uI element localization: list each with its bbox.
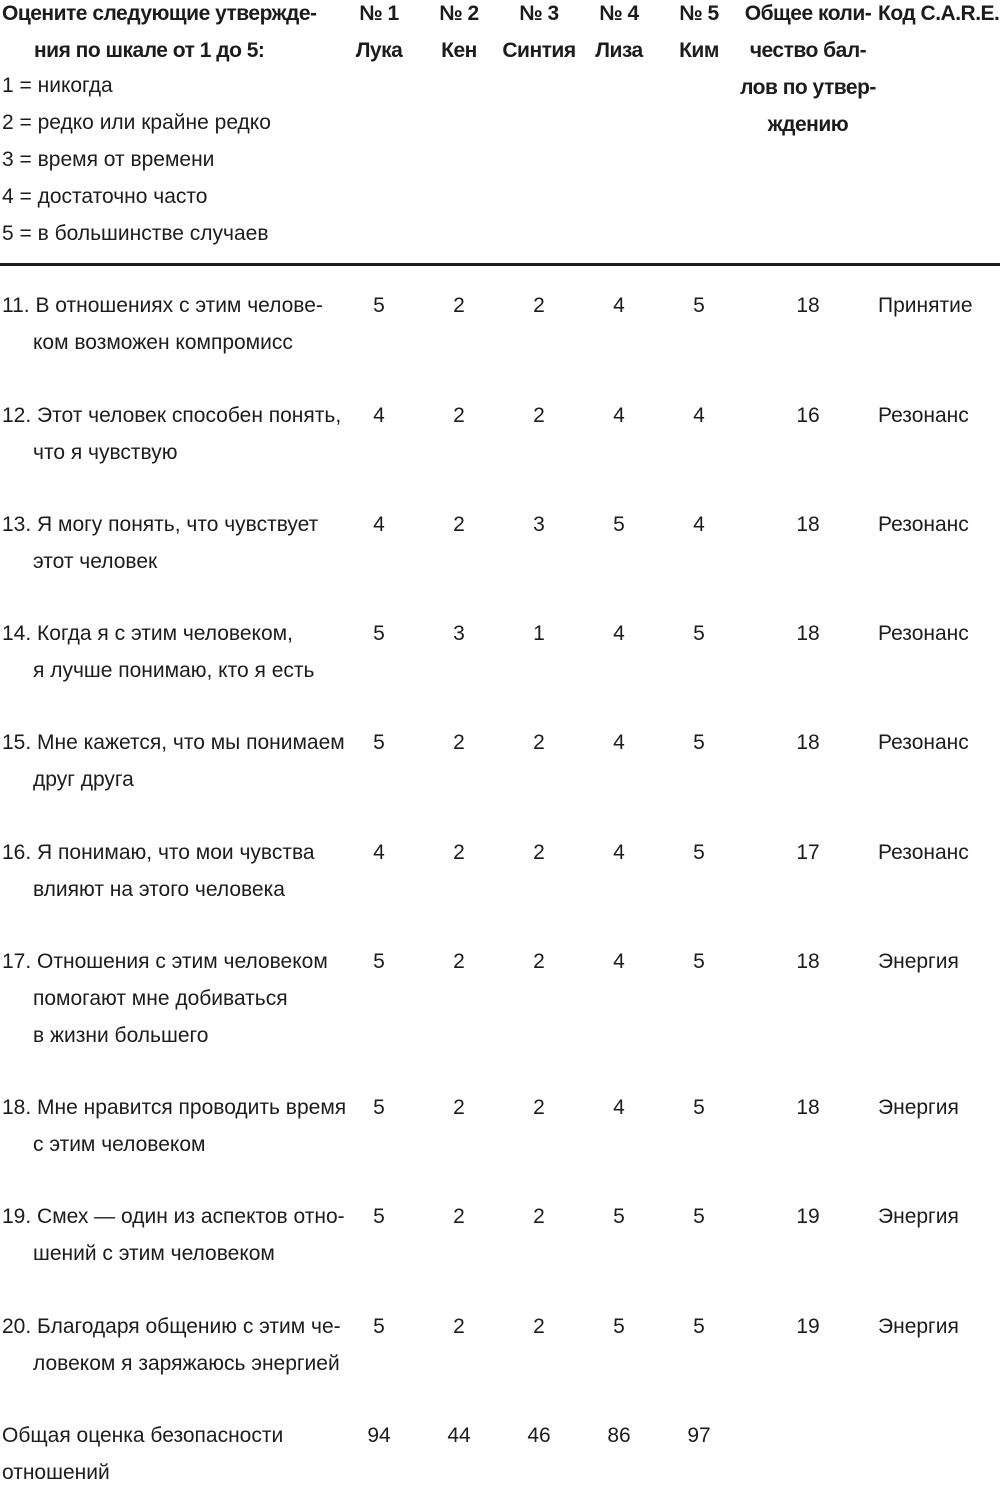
statement — [2, 506, 347, 580]
score-cell: 5 — [693, 1205, 705, 1228]
total-cell: 16 — [796, 404, 820, 427]
statement-line: ком возможен компромисс — [33, 331, 293, 354]
statement-line: 20. Благодаря общению с этим че- — [2, 1315, 341, 1338]
score-cell: 5 — [373, 1096, 385, 1119]
person-name: Синтия — [502, 39, 576, 62]
score-cell: 4 — [693, 404, 705, 427]
score-cell: 2 — [453, 1315, 465, 1338]
statement — [2, 834, 347, 908]
header-statement-line: Оцените следующие утвержде- — [2, 2, 317, 25]
header-person-4 — [579, 0, 659, 69]
person-name: Лиза — [595, 39, 643, 62]
score-cell: 2 — [533, 1096, 545, 1119]
header-statement — [2, 0, 342, 69]
score-cell: 2 — [453, 1096, 465, 1119]
person-number: № 4 — [599, 2, 639, 25]
statement-line: 14. Когда я с этим человеком, — [2, 622, 293, 645]
safety-total-cell: 44 — [447, 1424, 471, 1447]
safety-total-cell: 97 — [687, 1424, 711, 1447]
total-cell: 19 — [796, 1315, 820, 1338]
header-person-1 — [339, 0, 419, 69]
statement-line: 16. Я понимаю, что мои чувства — [2, 841, 315, 864]
scale-item: 5 = в большинстве случаев — [2, 222, 269, 245]
score-cell: 5 — [693, 1315, 705, 1338]
total-cell: 18 — [796, 294, 820, 317]
score-cell: 2 — [533, 731, 545, 754]
total-cell: 18 — [796, 1096, 820, 1119]
score-cell: 3 — [533, 513, 545, 536]
header-total — [738, 0, 878, 143]
total-cell: 18 — [796, 731, 820, 754]
score-cell: 5 — [373, 1205, 385, 1228]
score-cell: 5 — [373, 1315, 385, 1338]
score-cell: 4 — [373, 513, 385, 536]
score-cell: 5 — [693, 1096, 705, 1119]
total-cell: 18 — [796, 622, 820, 645]
score-cell: 3 — [453, 622, 465, 645]
score-cell: 2 — [533, 1315, 545, 1338]
statement-line: я лучше понимаю, кто я есть — [33, 659, 315, 682]
safety-total-cell: 86 — [607, 1424, 631, 1447]
score-cell: 2 — [533, 841, 545, 864]
score-cell: 5 — [373, 950, 385, 973]
person-name: Ким — [679, 39, 719, 62]
score-cell: 5 — [693, 294, 705, 317]
header-total-line: Общее коли- — [744, 2, 872, 25]
score-cell: 4 — [613, 1096, 625, 1119]
header-person-3 — [499, 0, 579, 69]
statement-line: 17. Отношения с этим человеком — [2, 950, 328, 973]
scale-item: 2 = редко или крайне редко — [2, 111, 271, 134]
score-cell: 5 — [613, 513, 625, 536]
score-cell: 5 — [693, 950, 705, 973]
score-cell: 5 — [613, 1205, 625, 1228]
statement-line: в жизни большего — [33, 1024, 209, 1047]
safety-total-label-line: отношений — [2, 1461, 110, 1484]
header-care-code: Код C.A.R.E. — [878, 2, 1000, 25]
scale-legend — [2, 67, 271, 252]
statement-line: 13. Я могу понять, что чувствует — [2, 513, 319, 536]
statement-line: 19. Смех — один из аспектов отно- — [2, 1205, 345, 1228]
statement-line: что я чувствую — [33, 441, 178, 464]
score-cell: 5 — [373, 622, 385, 645]
score-cell: 2 — [533, 404, 545, 427]
statement — [2, 724, 347, 798]
header-person-2 — [419, 0, 499, 69]
person-number: № 3 — [519, 2, 559, 25]
score-cell: 4 — [613, 731, 625, 754]
care-code-cell: Принятие — [878, 294, 973, 317]
scale-item: 1 = никогда — [2, 74, 113, 97]
header-total-line: ждению — [767, 113, 849, 136]
score-cell: 1 — [533, 622, 545, 645]
scale-item: 4 = достаточно часто — [2, 185, 208, 208]
statement — [2, 1308, 347, 1382]
safety-total-cell: 46 — [527, 1424, 551, 1447]
statement-line: 15. Мне кажется, что мы понимаем — [2, 731, 345, 754]
care-code-cell: Энергия — [878, 950, 959, 973]
score-cell: 4 — [613, 294, 625, 317]
statement-line: друг друга — [33, 768, 134, 791]
statement-line: ловеком я заряжаюсь энергией — [33, 1352, 340, 1375]
statement — [2, 1198, 347, 1272]
score-cell: 2 — [533, 294, 545, 317]
header-total-line: чество бал- — [749, 39, 867, 62]
statement-line: 11. В отношениях с этим челове- — [2, 294, 323, 317]
statement — [2, 615, 347, 689]
statement — [2, 1089, 347, 1163]
score-cell: 2 — [533, 1205, 545, 1228]
statement-line: помогают мне добиваться — [33, 987, 288, 1010]
score-cell: 5 — [613, 1315, 625, 1338]
score-cell: 2 — [453, 841, 465, 864]
care-code-cell: Резонанс — [878, 404, 969, 427]
care-code-cell: Энергия — [878, 1315, 959, 1338]
score-cell: 4 — [613, 404, 625, 427]
statement-line: шений с этим человеком — [33, 1242, 275, 1265]
score-cell: 4 — [373, 404, 385, 427]
header-person-5 — [659, 0, 739, 69]
header-statement-line: ния по шкале от 1 до 5: — [34, 39, 265, 62]
score-cell: 4 — [373, 841, 385, 864]
score-cell: 4 — [613, 841, 625, 864]
care-code-cell: Резонанс — [878, 841, 969, 864]
statement-line: этот человек — [33, 550, 158, 573]
score-cell: 5 — [693, 841, 705, 864]
safety-total-cell: 94 — [367, 1424, 391, 1447]
score-cell: 2 — [533, 950, 545, 973]
statement-line: 18. Мне нравится проводить время — [2, 1096, 347, 1119]
safety-total-label-line: Общая оценка безопасности — [2, 1424, 284, 1447]
score-cell: 4 — [613, 622, 625, 645]
score-cell: 2 — [453, 294, 465, 317]
statement-line: с этим человеком — [33, 1133, 206, 1156]
care-code-cell: Энергия — [878, 1205, 959, 1228]
safety-total-label — [2, 1417, 347, 1491]
score-cell: 2 — [453, 404, 465, 427]
total-cell: 19 — [796, 1205, 820, 1228]
statement — [2, 397, 347, 471]
person-number: № 5 — [679, 2, 719, 25]
score-cell: 4 — [613, 950, 625, 973]
person-name: Лука — [355, 39, 403, 62]
statement — [2, 287, 347, 361]
score-cell: 5 — [693, 731, 705, 754]
care-code-cell: Энергия — [878, 1096, 959, 1119]
score-cell: 5 — [693, 622, 705, 645]
scale-item: 3 = время от времени — [2, 148, 215, 171]
header-divider — [0, 263, 1000, 266]
person-name: Кен — [441, 39, 477, 62]
statement — [2, 943, 347, 1054]
score-cell: 5 — [373, 294, 385, 317]
statement-line: влияют на этого человека — [33, 878, 285, 901]
statement-line: 12. Этот человек способен понять, — [2, 404, 342, 427]
score-cell: 2 — [453, 731, 465, 754]
header-total-line: лов по утвер- — [740, 76, 876, 99]
total-cell: 18 — [796, 950, 820, 973]
score-cell: 5 — [373, 731, 385, 754]
total-cell: 17 — [796, 841, 820, 864]
score-cell: 4 — [693, 513, 705, 536]
person-number: № 2 — [439, 2, 479, 25]
total-cell: 18 — [796, 513, 820, 536]
score-cell: 2 — [453, 1205, 465, 1228]
care-code-cell: Резонанс — [878, 622, 969, 645]
care-code-cell: Резонанс — [878, 731, 969, 754]
person-number: № 1 — [359, 2, 399, 25]
score-cell: 2 — [453, 950, 465, 973]
care-code-cell: Резонанс — [878, 513, 969, 536]
score-cell: 2 — [453, 513, 465, 536]
